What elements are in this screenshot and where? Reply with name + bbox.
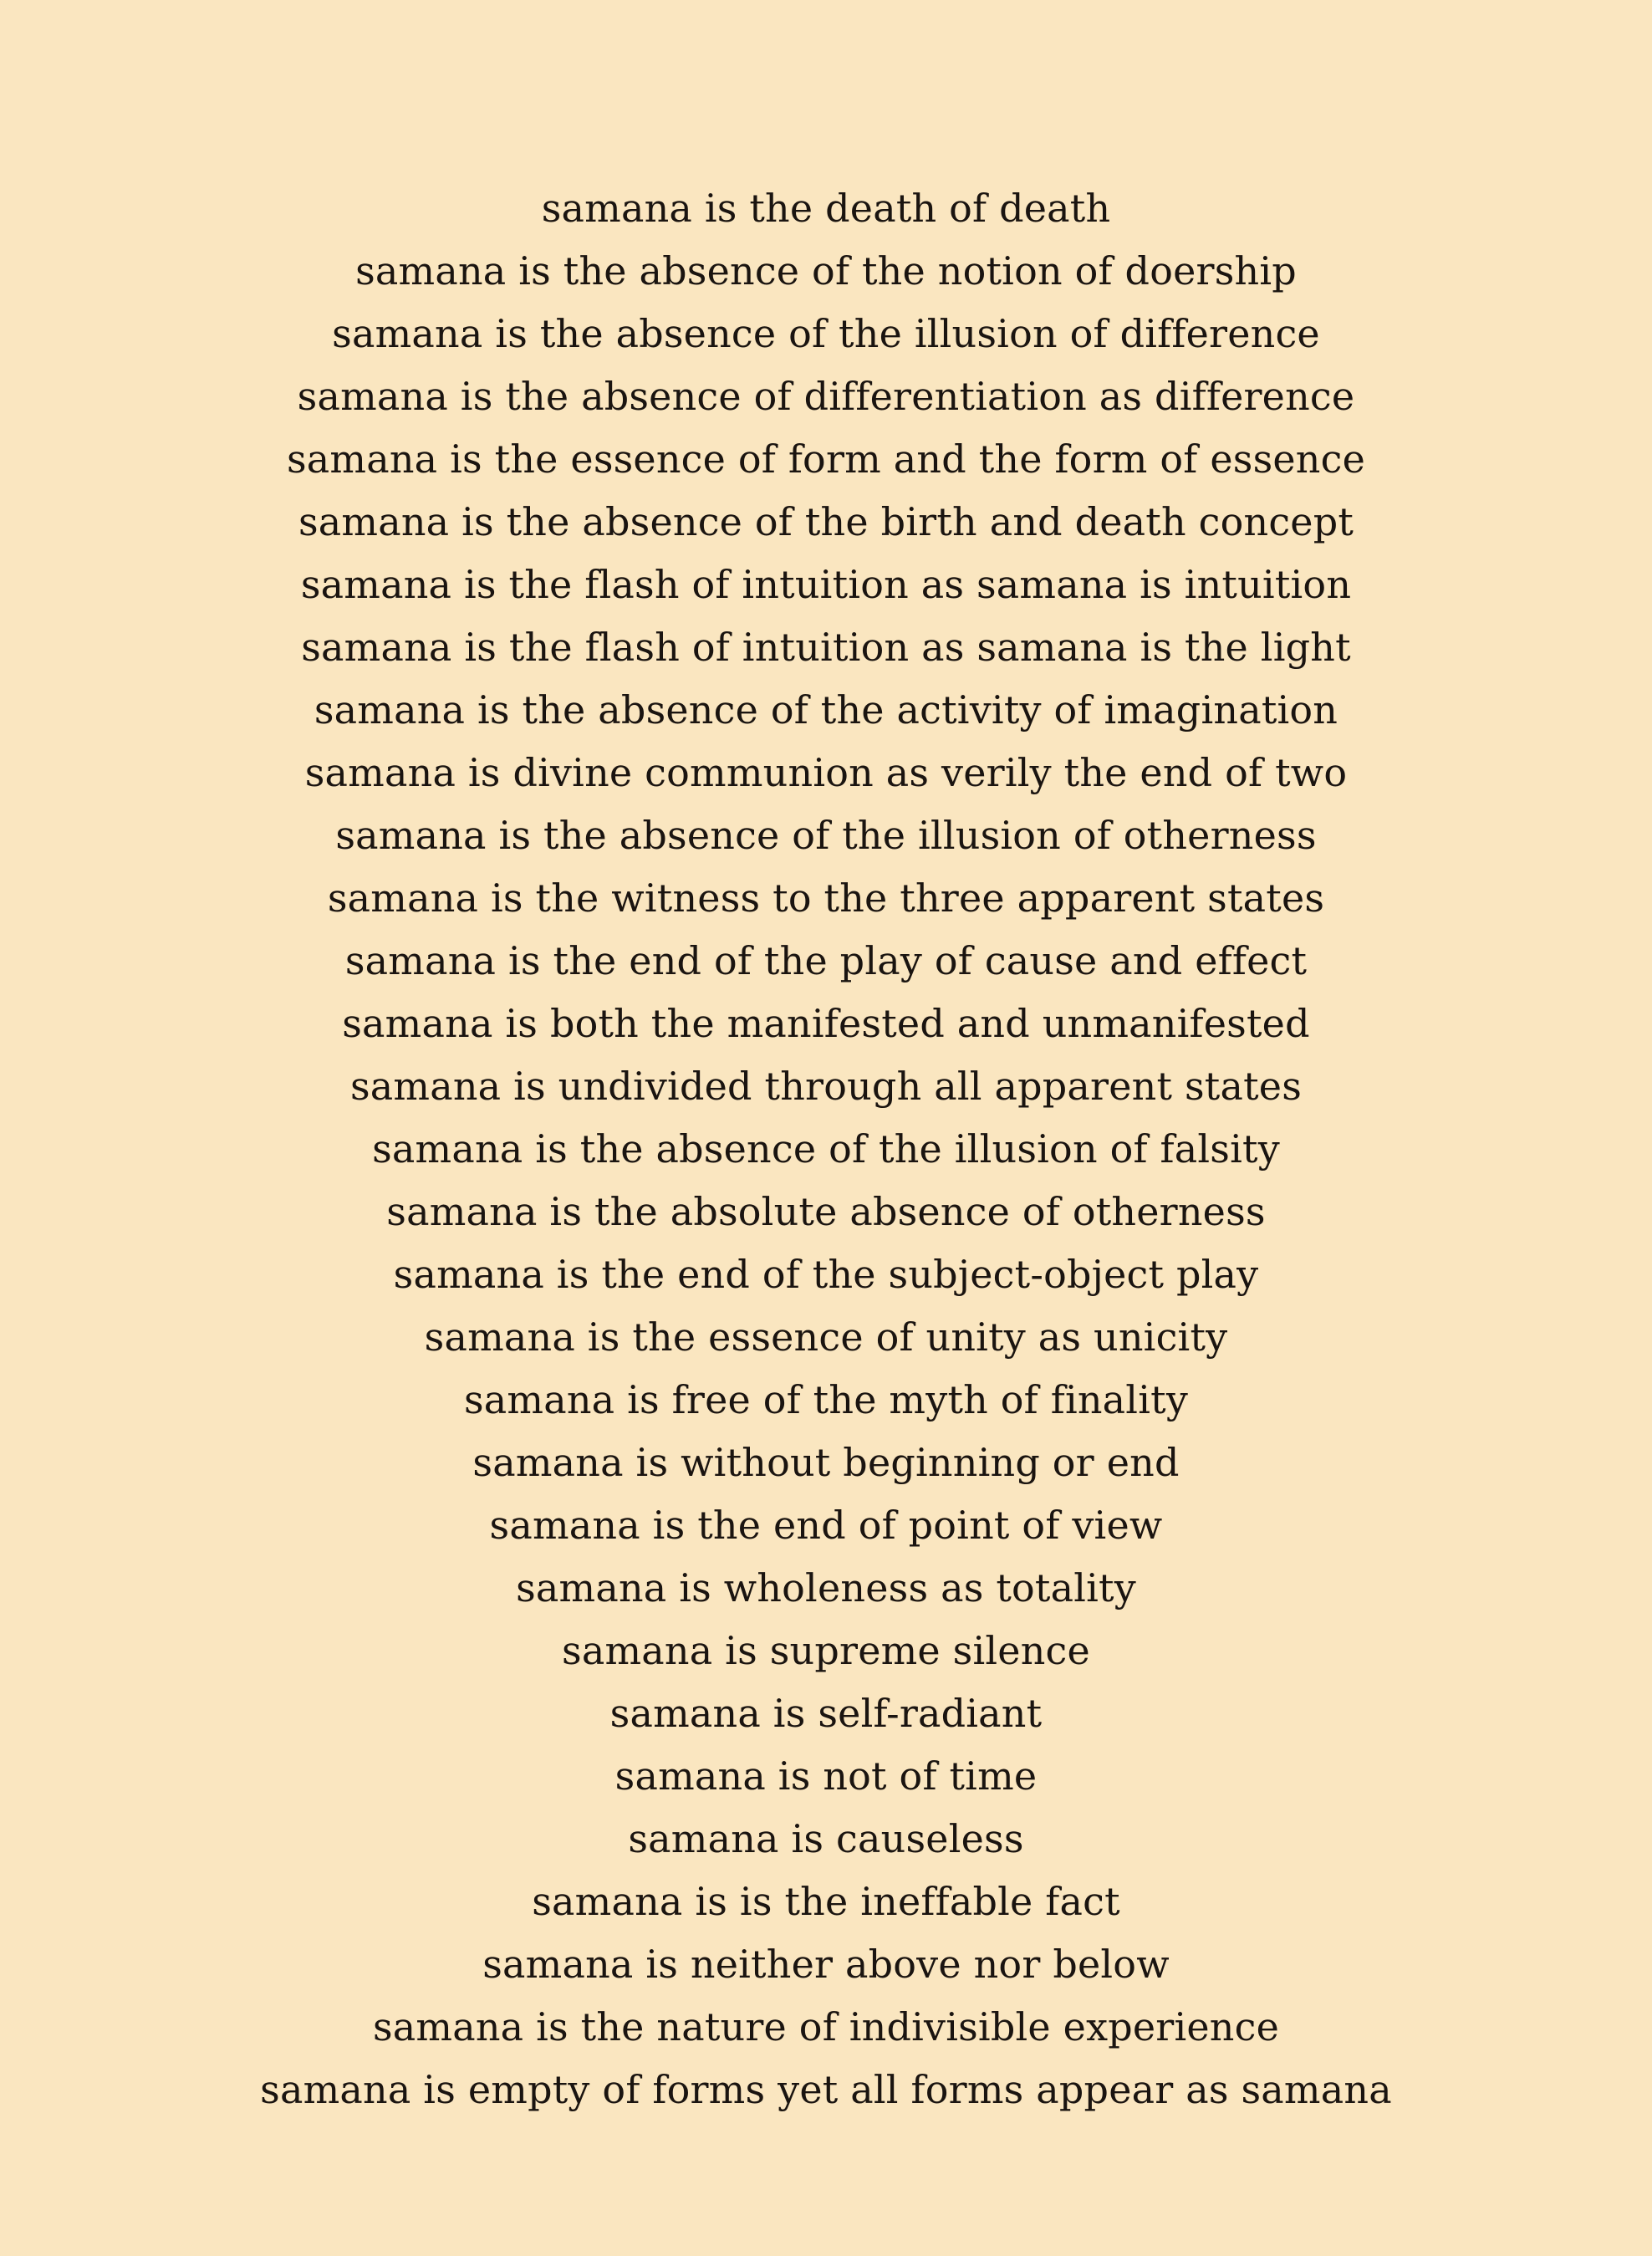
poem-line: samana is is the ineffable fact bbox=[532, 1879, 1120, 1924]
poem-line: samana is the witness to the three apparent states bbox=[327, 875, 1325, 921]
poem-line: samana is supreme silence bbox=[562, 1628, 1090, 1673]
poem-line: samana is the absence of the birth and death concept bbox=[298, 499, 1354, 544]
poem-line: samana is the death of death bbox=[541, 186, 1111, 231]
poem-line: samana is the flash of intuition as samana is intuition bbox=[300, 562, 1352, 607]
poem-line: samana is the absence of the activity of imagination bbox=[314, 687, 1338, 732]
poem-line: samana is the end of the play of cause and effect bbox=[344, 938, 1308, 983]
poem-line: samana is without beginning or end bbox=[472, 1440, 1180, 1485]
poem-line: samana is empty of forms yet all forms appear as samana bbox=[260, 2067, 1392, 2112]
poem-line: samana is the absence of differentiation as difference bbox=[297, 374, 1355, 419]
poem-line: samana is the end of point of view bbox=[489, 1503, 1163, 1548]
poem-line: samana is the essence of form and the form of essence bbox=[286, 436, 1366, 482]
poem-line: samana is neither above nor below bbox=[482, 1942, 1170, 1987]
poem-line: samana is self-radiant bbox=[609, 1691, 1043, 1736]
poem-line: samana is free of the myth of finality bbox=[463, 1377, 1189, 1422]
poem-text bbox=[0, 177, 1652, 2121]
poem-line: samana is the absence of the notion of doership bbox=[355, 248, 1297, 293]
poem-line: samana is undivided through all apparent states bbox=[349, 1064, 1303, 1109]
poem-line: samana is the absolute absence of otherness bbox=[386, 1189, 1266, 1234]
poem-line: samana is the end of the subject-object play bbox=[393, 1252, 1259, 1297]
poem-line: samana is the absence of the illusion of difference bbox=[332, 311, 1320, 356]
poem-line: samana is the essence of unity as unicity bbox=[424, 1314, 1228, 1360]
poem-line: samana is the nature of indivisible experience bbox=[372, 2004, 1280, 2049]
poem-line: samana is both the manifested and unmanifested bbox=[342, 1001, 1310, 1046]
poem-line: samana is not of time bbox=[614, 1753, 1038, 1799]
poem-line: samana is wholeness as totality bbox=[516, 1565, 1136, 1610]
poem-line: samana is the flash of intuition as samana is the light bbox=[301, 625, 1351, 670]
poem-line: samana is the absence of the illusion of falsity bbox=[372, 1126, 1280, 1171]
poem-line: samana is divine communion as verily the end of two bbox=[304, 750, 1348, 795]
poem-line: samana is causeless bbox=[628, 1816, 1024, 1861]
poem-line: samana is the absence of the illusion of otherness bbox=[335, 813, 1317, 858]
